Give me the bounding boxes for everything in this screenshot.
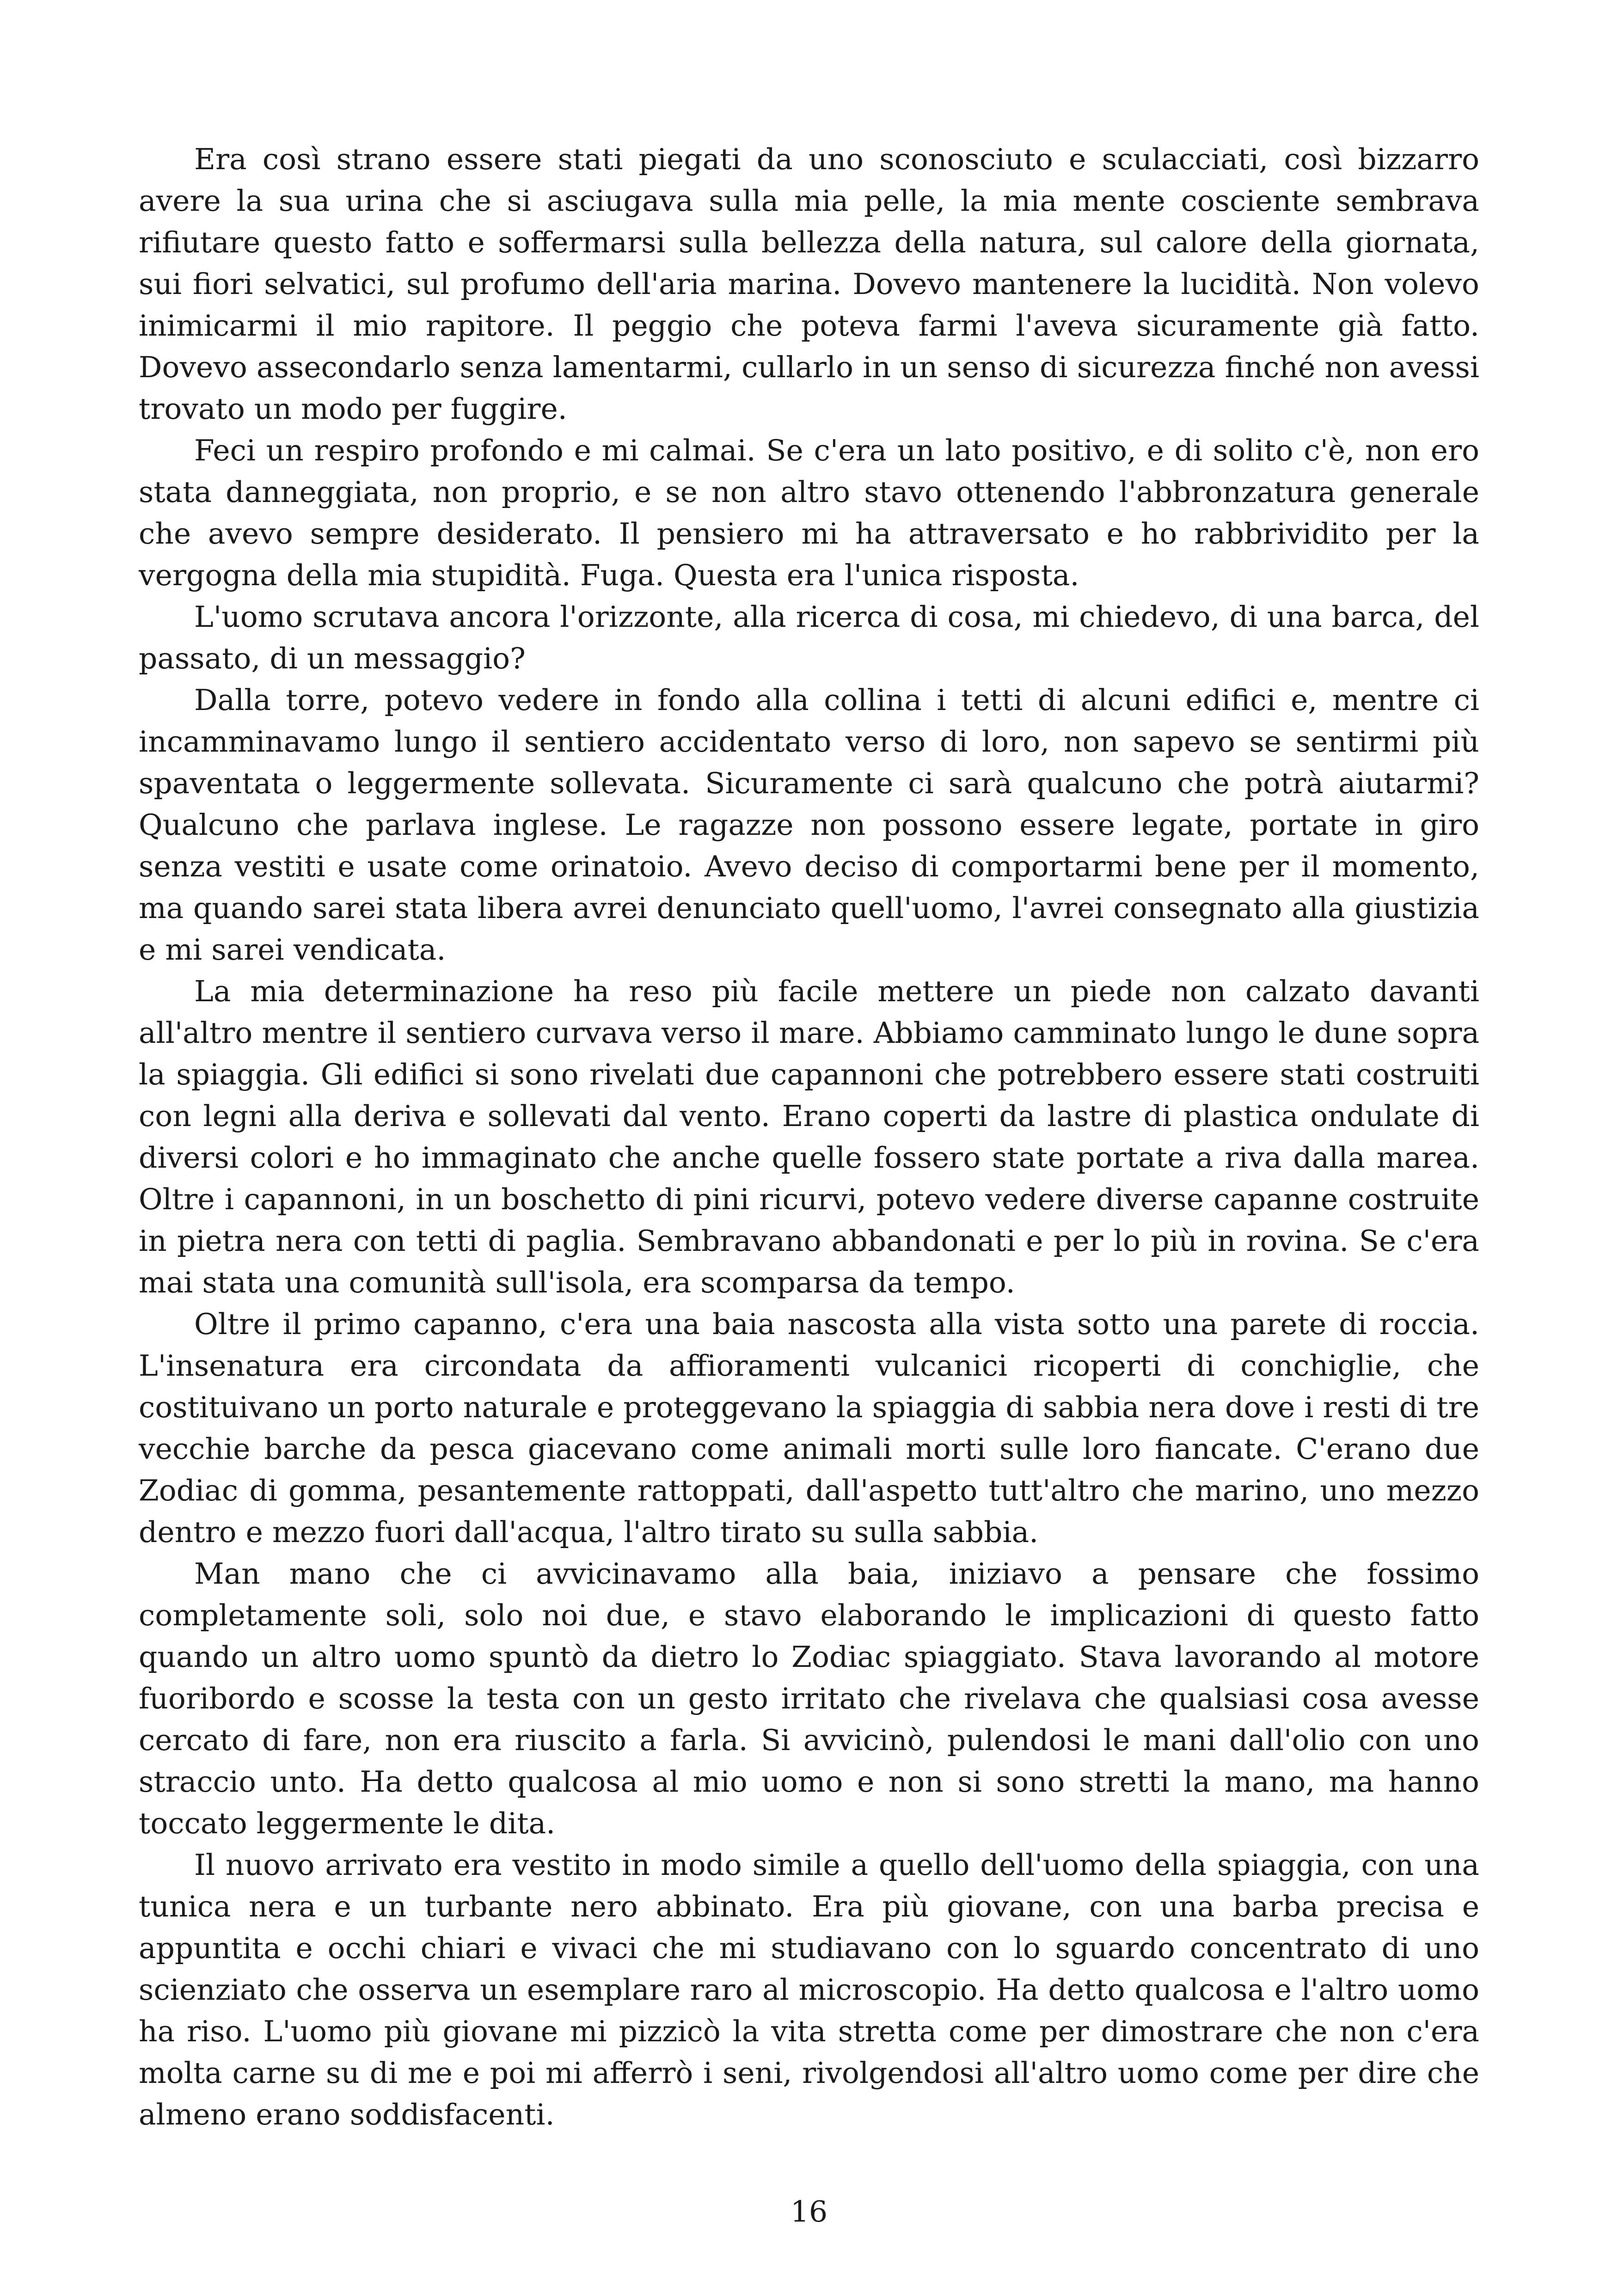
paragraph-7: Man mano che ci avvicinavamo alla baia, iniziavo a pensare che fossimo completamente soli, solo noi due, e stavo elaborando le implicazioni di questo fatto quando un altro uomo spuntò da dietro lo Zodiac spiaggiato. Stava lavorando al motore fuoribordo e scosse la testa con un gesto irritato che rivelava che qualsiasi cosa avesse cercato di fare, non era riuscito a farla. Si avvicinò, pulendosi le mani dall'olio con uno straccio unto. Ha detto qualcosa al mio uomo e non si sono stretti la mano, ma hanno toccato leggermente le dita. [139, 1557, 1479, 1840]
paragraph-3: L'uomo scrutava ancora l'orizzonte, alla ricerca di cosa, mi chiedevo, di una barca, del passato, di un messaggio? [139, 600, 1479, 675]
paragraph-8: Il nuovo arrivato era vestito in modo simile a quello dell'uomo della spiaggia, con una tunica nera e un turbante nero abbinato. Era più giovane, con una barba precisa e appuntita e occhi chiari e vivaci che mi studiavano con lo sguardo concentrato di uno scienziato che osserva un esemplare raro al microscopio. Ha detto qualcosa e l'altro uomo ha riso. L'uomo più giovane mi pizzicò la vita stretta come per dimostrare che non c'era molta carne su di me e poi mi afferrò i seni, rivolgendosi all'altro uomo come per dire che almeno erano soddisfacenti. [139, 1848, 1479, 2131]
paragraph-6: Oltre il primo capanno, c'era una baia nascosta alla vista sotto una parete di roccia. L'insenatura era circondata da affioramenti vulcanici ricoperti di conchiglie, che costituivano un porto naturale e proteggevano la spiaggia di sabbia nera dove i resti di tre vecchie barche da pesca giacevano come animali morti sulle loro fiancate. C'erano due Zodiac di gomma, pesantemente rattoppati, dall'aspetto tutt'altro che marino, uno mezzo dentro e mezzo fuori dall'acqua, l'altro tirato su sulla sabbia. [139, 1307, 1479, 1549]
paragraph-2: Feci un respiro profondo e mi calmai. Se c'era un lato positivo, e di solito c'è, non ero stata danneggiata, non proprio, e se non altro stavo ottenendo l'abbronzatura generale che avevo sempre desiderato. Il pensiero mi ha attraversato e ho rabbrividito per la vergogna della mia stupidità. Fuga. Questa era l'unica risposta. [139, 434, 1479, 592]
paragraph-1: Era così strano essere stati piegati da uno sconosciuto e sculacciati, così bizzarro avere la sua urina che si asciugava sulla mia pelle, la mia mente cosciente sembrava rifiutare questo fatto e soffermarsi sulla bellezza della natura, sul calore della giornata, sui fiori selvatici, sul profumo dell'aria marina. Dovevo mantenere la lucidità. Non volevo inimicarmi il mio rapitore. Il peggio che poteva farmi l'aveva sicuramente già fatto. Dovevo assecondarlo senza lamentarmi, cullarlo in un senso di sicurezza finché non avessi trovato un modo per fuggire. [139, 142, 1479, 426]
paragraph-5: La mia determinazione ha reso più facile mettere un piede non calzato davanti all'altro mentre il sentiero curvava verso il mare. Abbiamo camminato lungo le dune sopra la spiaggia. Gli edifici si sono rivelati due capannoni che potrebbero essere stati costruiti con legni alla deriva e sollevati dal vento. Erano coperti da lastre di plastica ondulate di diversi colori e ho immaginato che anche quelle fossero state portate a riva dalla marea. Oltre i capannoni, in un boschetto di pini ricurvi, potevo vedere diverse capanne costruite in pietra nera con tetti di paglia. Sembravano abbandonati e per lo più in rovina. Se c'era mai stata una comunità sull'isola, era scomparsa da tempo. [139, 974, 1479, 1299]
paragraph-4: Dalla torre, potevo vedere in fondo alla collina i tetti di alcuni edifici e, mentre ci incamminavamo lungo il sentiero accidentato verso di loro, non sapevo se sentirmi più spaventata o leggermente sollevata. Sicuramente ci sarà qualcuno che potrà aiutarmi? Qualcuno che parlava inglese. Le ragazze non possono essere legate, portate in giro senza vestiti e usate come orinatoio. Avevo deciso di comportarmi bene per il momento, ma quando sarei stata libera avrei denunciato quell'uomo, l'avrei consegnato alla giustizia e mi sarei vendicata. [139, 683, 1479, 967]
body-text [139, 139, 1479, 2136]
page-number: 16 [790, 2195, 828, 2229]
